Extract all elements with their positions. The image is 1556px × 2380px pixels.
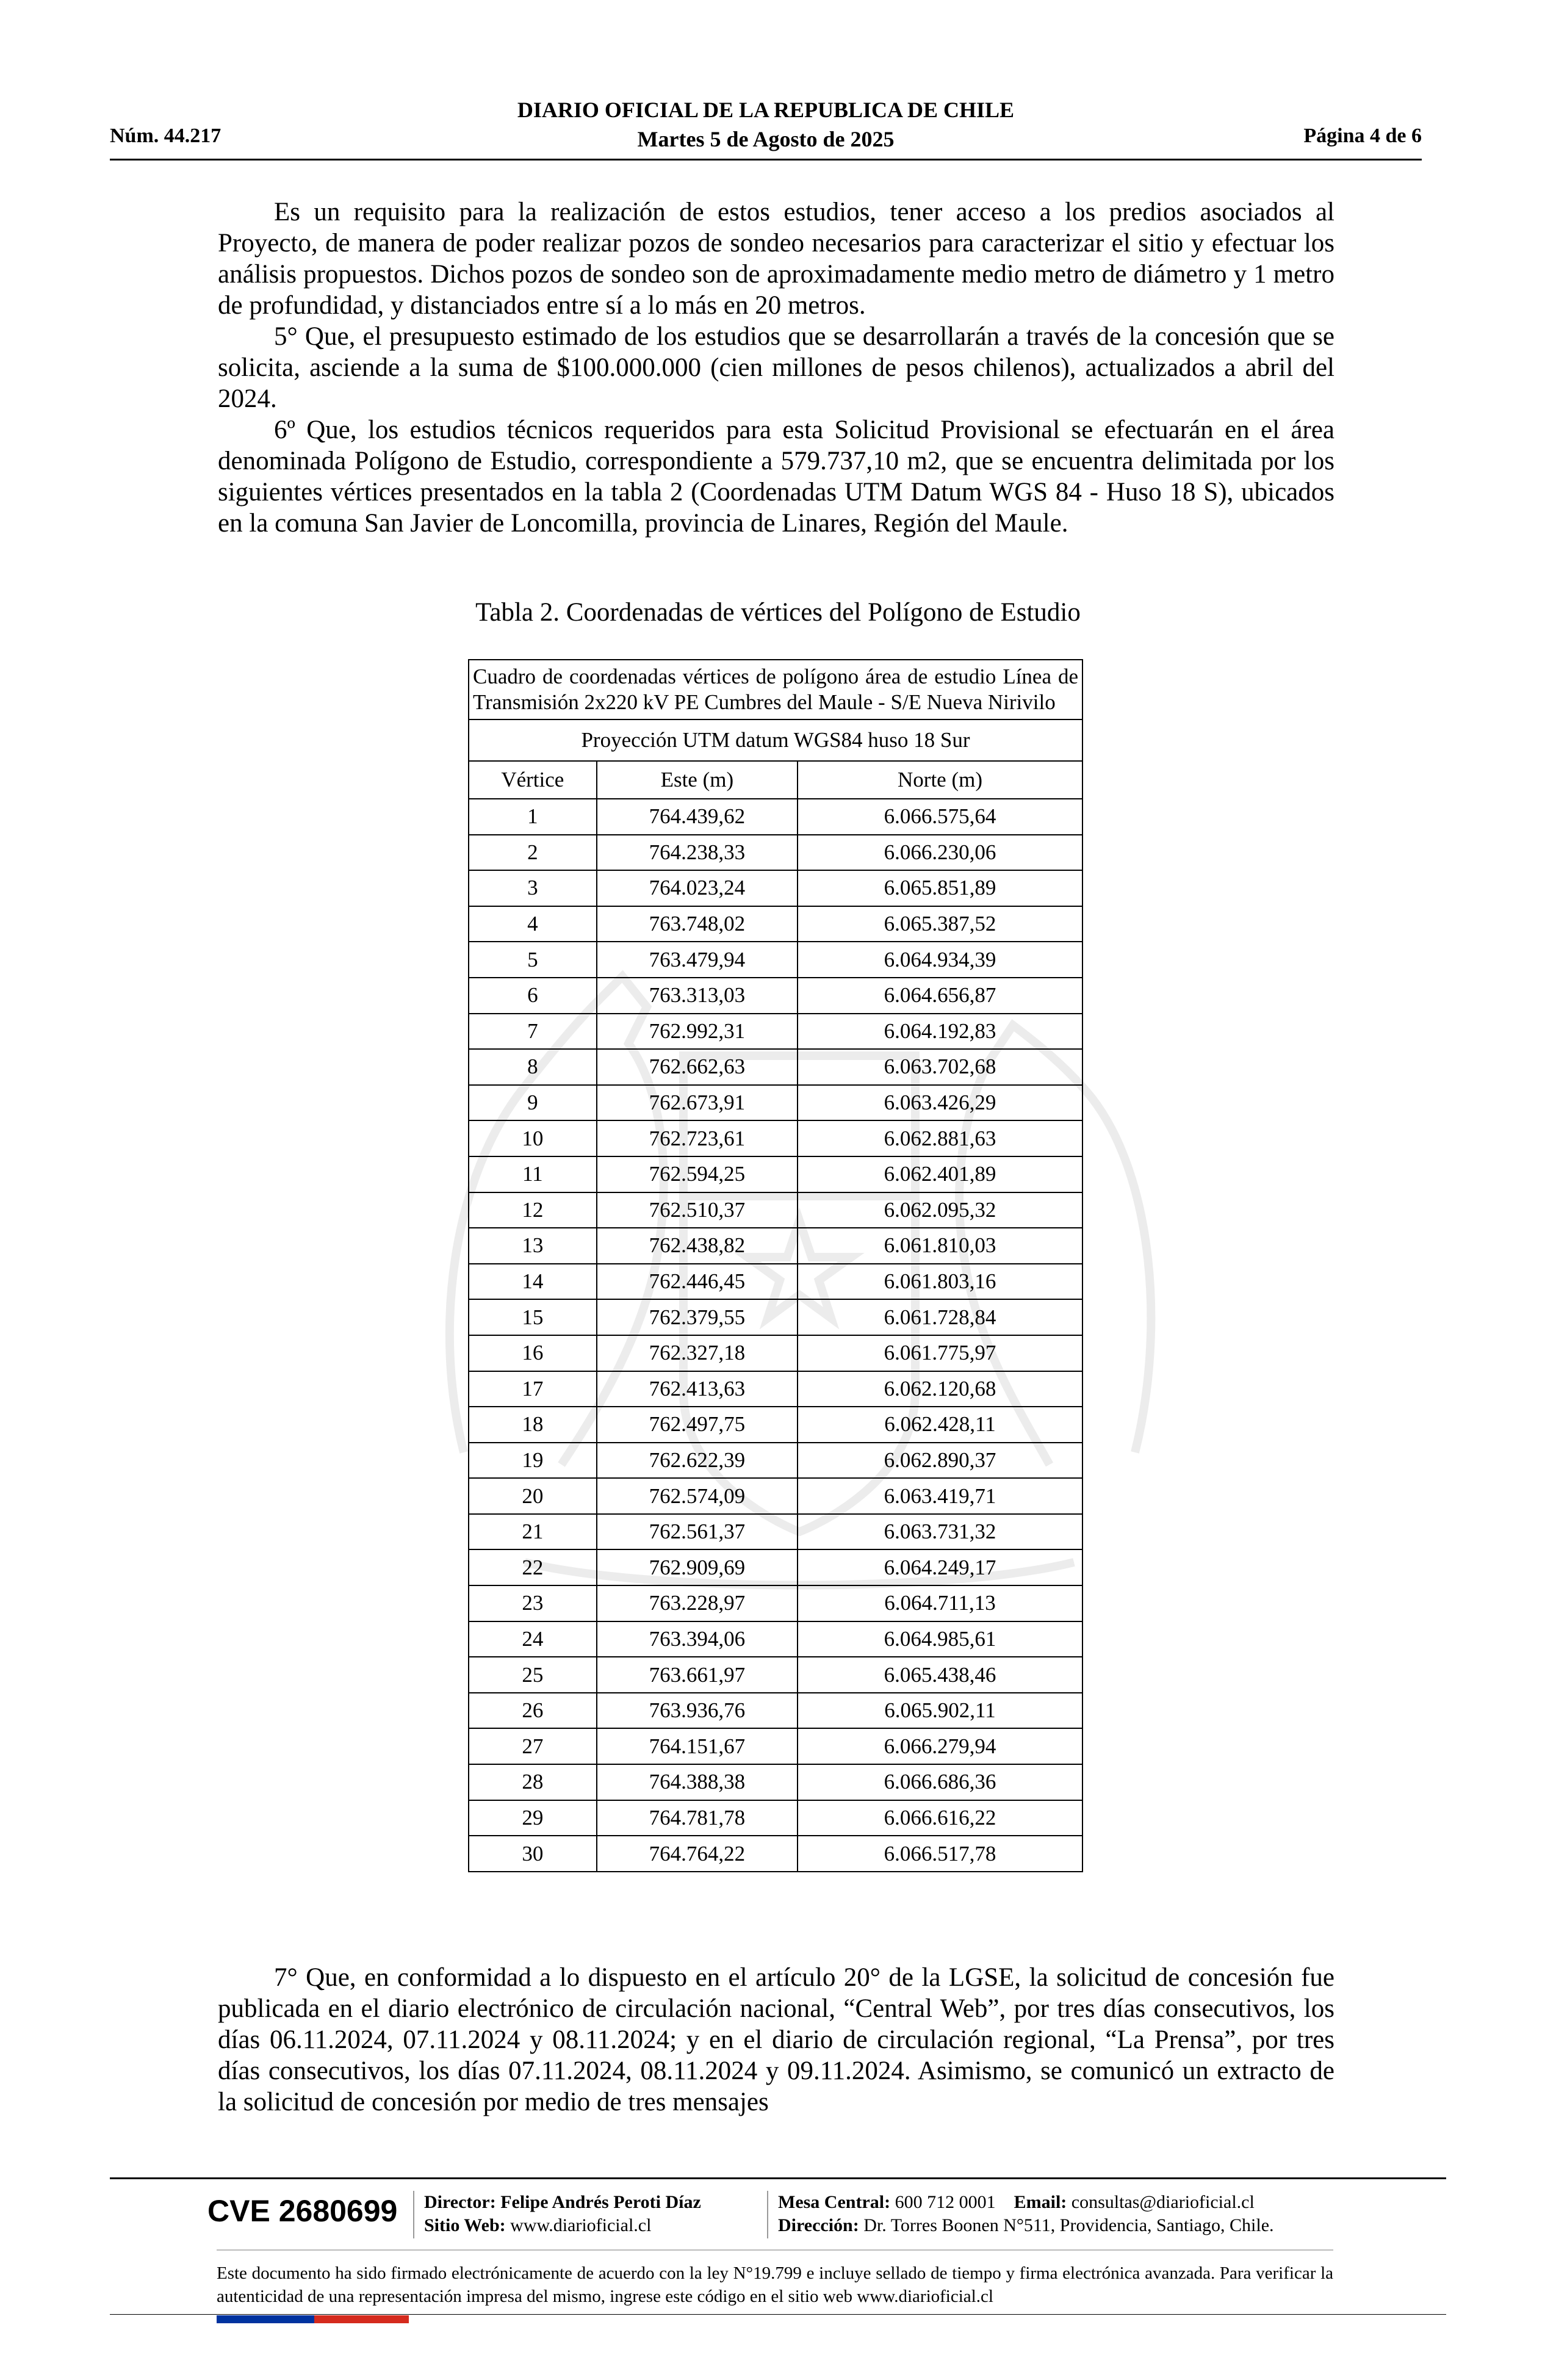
table-row <box>469 1800 1082 1836</box>
north-cell: 6.062.890,37 <box>798 1443 1082 1479</box>
north-cell: 6.064.711,13 <box>798 1585 1082 1621</box>
footer-inner-rule <box>217 2249 1333 2251</box>
table-row <box>469 1836 1082 1872</box>
header-rule <box>110 159 1422 160</box>
east-cell: 762.438,82 <box>597 1228 798 1264</box>
header-center <box>110 95 1422 154</box>
paragraph: 6º Que, los estudios técnicos requeridos para esta Solicitud Provisional se efectuarán en el área denominada Polígono de Estudio, correspondiente a 579.737,10 m2, que se encuentra delimitada por los siguientes vértices presentados en la tabla 2 (Coordenadas UTM Datum WGS 84 - Huso 18 S), ubicados en la comuna San Javier de Loncomilla, provincia de Linares, Región del Maule. <box>218 416 1334 538</box>
east-cell: 763.479,94 <box>597 942 798 978</box>
east-cell: 762.594,25 <box>597 1156 798 1192</box>
north-cell: 6.063.419,71 <box>798 1478 1082 1514</box>
table-row <box>469 906 1082 942</box>
north-cell: 6.061.728,84 <box>798 1299 1082 1335</box>
north-cell: 6.064.249,17 <box>798 1549 1082 1585</box>
address-label: Dirección: <box>778 2215 859 2235</box>
page-number: Página 4 de 6 <box>1303 124 1422 147</box>
east-cell: 762.574,09 <box>597 1478 798 1514</box>
director-name: Felipe Andrés Peroti Díaz <box>500 2192 701 2212</box>
footer-contact-block <box>778 2191 1274 2237</box>
north-cell: 6.061.810,03 <box>798 1228 1082 1264</box>
email-label: Email: <box>1014 2192 1067 2212</box>
vertex-cell: 14 <box>469 1264 597 1300</box>
north-cell: 6.065.438,46 <box>798 1657 1082 1693</box>
table-row <box>469 1120 1082 1156</box>
table-row <box>469 942 1082 978</box>
north-cell: 6.066.279,94 <box>798 1728 1082 1764</box>
east-cell: 764.388,38 <box>597 1764 798 1800</box>
legal-notice: Este documento ha sido firmado electrónicamente de acuerdo con la ley N°19.799 e incluye sellado de tiempo y firma electrónica avanzada. Para verificar la autenticidad de una representación impresa del mismo, ingrese este código en el sitio web www.diarioficial.cl <box>217 2263 1333 2306</box>
vertex-cell: 9 <box>469 1085 597 1121</box>
north-cell: 6.065.902,11 <box>798 1693 1082 1729</box>
vertex-cell: 8 <box>469 1049 597 1085</box>
table-row <box>469 1478 1082 1514</box>
vertex-cell: 11 <box>469 1156 597 1192</box>
table-row <box>469 1621 1082 1657</box>
email-link[interactable]: consultas@diarioficial.cl <box>1071 2192 1255 2212</box>
east-cell: 762.510,37 <box>597 1192 798 1228</box>
table-title: Cuadro de coordenadas vértices de polígono área de estudio Línea de Transmisión 2x220 kV PE Cumbres del Maule - S/E Nueva Nirivilo <box>469 660 1082 719</box>
east-cell: 762.662,63 <box>597 1049 798 1085</box>
north-cell: 6.062.881,63 <box>798 1120 1082 1156</box>
north-cell: 6.062.401,89 <box>798 1156 1082 1192</box>
column-header-east: Este (m) <box>597 761 798 799</box>
table-row <box>469 1764 1082 1800</box>
flag-blue-segment <box>217 2315 314 2323</box>
table-row <box>469 1407 1082 1443</box>
table-row <box>469 1156 1082 1192</box>
website-link[interactable]: www.diarioficial.cl <box>510 2215 652 2235</box>
vertex-cell: 7 <box>469 1014 597 1050</box>
east-cell: 763.394,06 <box>597 1621 798 1657</box>
column-header-vertex: Vértice <box>469 761 597 799</box>
vertex-cell: 6 <box>469 978 597 1014</box>
footer-director-block <box>424 2191 701 2237</box>
table-row <box>469 835 1082 871</box>
table-row <box>469 1049 1082 1085</box>
east-cell: 762.327,18 <box>597 1335 798 1371</box>
north-cell: 6.064.934,39 <box>798 942 1082 978</box>
north-cell: 6.063.426,29 <box>798 1085 1082 1121</box>
paragraph: 7° Que, en conformidad a lo dispuesto en el artículo 20° de la LGSE, la solicitud de concesión fue publicada en el diario electrónico de circulación nacional, “Central Web”, por tres días consecutivos, los días 06.11.2024, 07.11.2024 y 08.11.2024; y en el diario de circulación regional, “La Prensa”, por tres días consecutivos, los días 07.11.2024, 08.11.2024 y 09.11.2024. Asimismo, se comunicó un extracto de la solicitud de concesión por medio de tres mensajes <box>218 1963 1334 2116</box>
table-row <box>469 1264 1082 1300</box>
north-cell: 6.062.120,68 <box>798 1371 1082 1407</box>
vertex-cell: 24 <box>469 1621 597 1657</box>
table-row <box>469 870 1082 906</box>
vertex-cell: 23 <box>469 1585 597 1621</box>
vertex-cell: 19 <box>469 1443 597 1479</box>
vertex-cell: 3 <box>469 870 597 906</box>
coordinates-table <box>468 659 1083 1872</box>
east-cell: 762.497,75 <box>597 1407 798 1443</box>
table-row <box>469 1085 1082 1121</box>
vertex-cell: 15 <box>469 1299 597 1335</box>
east-cell: 762.446,45 <box>597 1264 798 1300</box>
table-header-row <box>469 761 1082 799</box>
website-label: Sitio Web: <box>424 2215 506 2235</box>
vertex-cell: 30 <box>469 1836 597 1872</box>
table-row <box>469 1192 1082 1228</box>
vertex-cell: 2 <box>469 835 597 871</box>
vertex-cell: 18 <box>469 1407 597 1443</box>
table-caption: Tabla 2. Coordenadas de vértices del Polígono de Estudio <box>475 598 1081 627</box>
table-row <box>469 1014 1082 1050</box>
body-text-top <box>218 197 1334 539</box>
east-cell: 764.764,22 <box>597 1836 798 1872</box>
issue-number: Núm. 44.217 <box>110 124 222 147</box>
table-row <box>469 1335 1082 1371</box>
vertex-cell: 28 <box>469 1764 597 1800</box>
vertex-cell: 5 <box>469 942 597 978</box>
page-header <box>110 92 1422 162</box>
north-cell: 6.063.702,68 <box>798 1049 1082 1085</box>
vertex-cell: 13 <box>469 1228 597 1264</box>
east-cell: 763.936,76 <box>597 1693 798 1729</box>
table-row <box>469 1371 1082 1407</box>
north-cell: 6.066.686,36 <box>798 1764 1082 1800</box>
vertex-cell: 12 <box>469 1192 597 1228</box>
footer-rule <box>110 2177 1446 2179</box>
east-cell: 762.413,63 <box>597 1371 798 1407</box>
east-cell: 763.228,97 <box>597 1585 798 1621</box>
east-cell: 764.023,24 <box>597 870 798 906</box>
north-cell: 6.066.230,06 <box>798 835 1082 871</box>
director-label: Director: <box>424 2192 496 2212</box>
east-cell: 763.661,97 <box>597 1657 798 1693</box>
phone-number: 600 712 0001 <box>895 2192 996 2212</box>
table-row <box>469 1299 1082 1335</box>
column-header-north: Norte (m) <box>798 761 1082 799</box>
north-cell: 6.061.803,16 <box>798 1264 1082 1300</box>
table-title-row <box>469 660 1082 719</box>
vertex-cell: 27 <box>469 1728 597 1764</box>
cve-code: CVE 2680699 <box>207 2194 398 2228</box>
vertex-cell: 20 <box>469 1478 597 1514</box>
north-cell: 6.064.192,83 <box>798 1014 1082 1050</box>
north-cell: 6.065.387,52 <box>798 906 1082 942</box>
north-cell: 6.062.428,11 <box>798 1407 1082 1443</box>
east-cell: 763.748,02 <box>597 906 798 942</box>
north-cell: 6.064.656,87 <box>798 978 1082 1014</box>
east-cell: 762.992,31 <box>597 1014 798 1050</box>
flag-red-segment <box>314 2315 409 2323</box>
vertex-cell: 29 <box>469 1800 597 1836</box>
vertex-cell: 4 <box>469 906 597 942</box>
flag-color-bar <box>217 2315 409 2323</box>
vertex-cell: 1 <box>469 799 597 835</box>
table-row <box>469 978 1082 1014</box>
table-row <box>469 1228 1082 1264</box>
east-cell: 764.151,67 <box>597 1728 798 1764</box>
table-row <box>469 799 1082 835</box>
vertex-cell: 10 <box>469 1120 597 1156</box>
table-row <box>469 1657 1082 1693</box>
phone-label: Mesa Central: <box>778 2192 891 2212</box>
footer-divider <box>767 2191 768 2238</box>
paragraph: 5° Que, el presupuesto estimado de los estudios que se desarrollarán a través de la concesión que se solicita, asciende a la suma de $100.000.000 (cien millones de pesos chilenos), actualizados a abril del 2024. <box>218 322 1334 413</box>
east-cell: 762.723,61 <box>597 1120 798 1156</box>
table-row <box>469 1514 1082 1550</box>
footer-divider <box>413 2191 414 2238</box>
table-projection-row <box>469 719 1082 761</box>
footer-bottom-rule <box>110 2314 1446 2315</box>
north-cell: 6.063.731,32 <box>798 1514 1082 1550</box>
north-cell: 6.066.517,78 <box>798 1836 1082 1872</box>
publication-date: Martes 5 de Agosto de 2025 <box>637 127 895 151</box>
vertex-cell: 26 <box>469 1693 597 1729</box>
table-row <box>469 1728 1082 1764</box>
north-cell: 6.066.575,64 <box>798 799 1082 835</box>
east-cell: 762.379,55 <box>597 1299 798 1335</box>
east-cell: 764.781,78 <box>597 1800 798 1836</box>
paragraph: Es un requisito para la realización de estos estudios, tener acceso a los predios asociados al Proyecto, de manera de poder realizar pozos de sondeo necesarios para caracterizar el sitio y efectuar los análisis propuestos. Dichos pozos de sondeo son de aproximadamente medio metro de diámetro y 1 metro de profundidad, y distanciados entre sí a lo más en 20 metros. <box>218 198 1334 320</box>
east-cell: 763.313,03 <box>597 978 798 1014</box>
north-cell: 6.066.616,22 <box>798 1800 1082 1836</box>
table-row <box>469 1549 1082 1585</box>
north-cell: 6.065.851,89 <box>798 870 1082 906</box>
east-cell: 762.561,37 <box>597 1514 798 1550</box>
vertex-cell: 21 <box>469 1514 597 1550</box>
east-cell: 764.238,33 <box>597 835 798 871</box>
vertex-cell: 22 <box>469 1549 597 1585</box>
east-cell: 762.909,69 <box>597 1549 798 1585</box>
publication-title: DIARIO OFICIAL DE LA REPUBLICA DE CHILE <box>517 98 1015 122</box>
east-cell: 762.622,39 <box>597 1443 798 1479</box>
north-cell: 6.064.985,61 <box>798 1621 1082 1657</box>
table-row <box>469 1443 1082 1479</box>
vertex-cell: 16 <box>469 1335 597 1371</box>
table-row <box>469 1585 1082 1621</box>
vertex-cell: 17 <box>469 1371 597 1407</box>
north-cell: 6.062.095,32 <box>798 1192 1082 1228</box>
table-row <box>469 1693 1082 1729</box>
north-cell: 6.061.775,97 <box>798 1335 1082 1371</box>
address-text: Dr. Torres Boonen N°511, Providencia, Santiago, Chile. <box>863 2215 1274 2235</box>
body-text-bottom <box>218 1962 1334 2118</box>
vertex-cell: 25 <box>469 1657 597 1693</box>
east-cell: 762.673,91 <box>597 1085 798 1121</box>
east-cell: 764.439,62 <box>597 799 798 835</box>
table-projection: Proyección UTM datum WGS84 huso 18 Sur <box>469 719 1082 761</box>
